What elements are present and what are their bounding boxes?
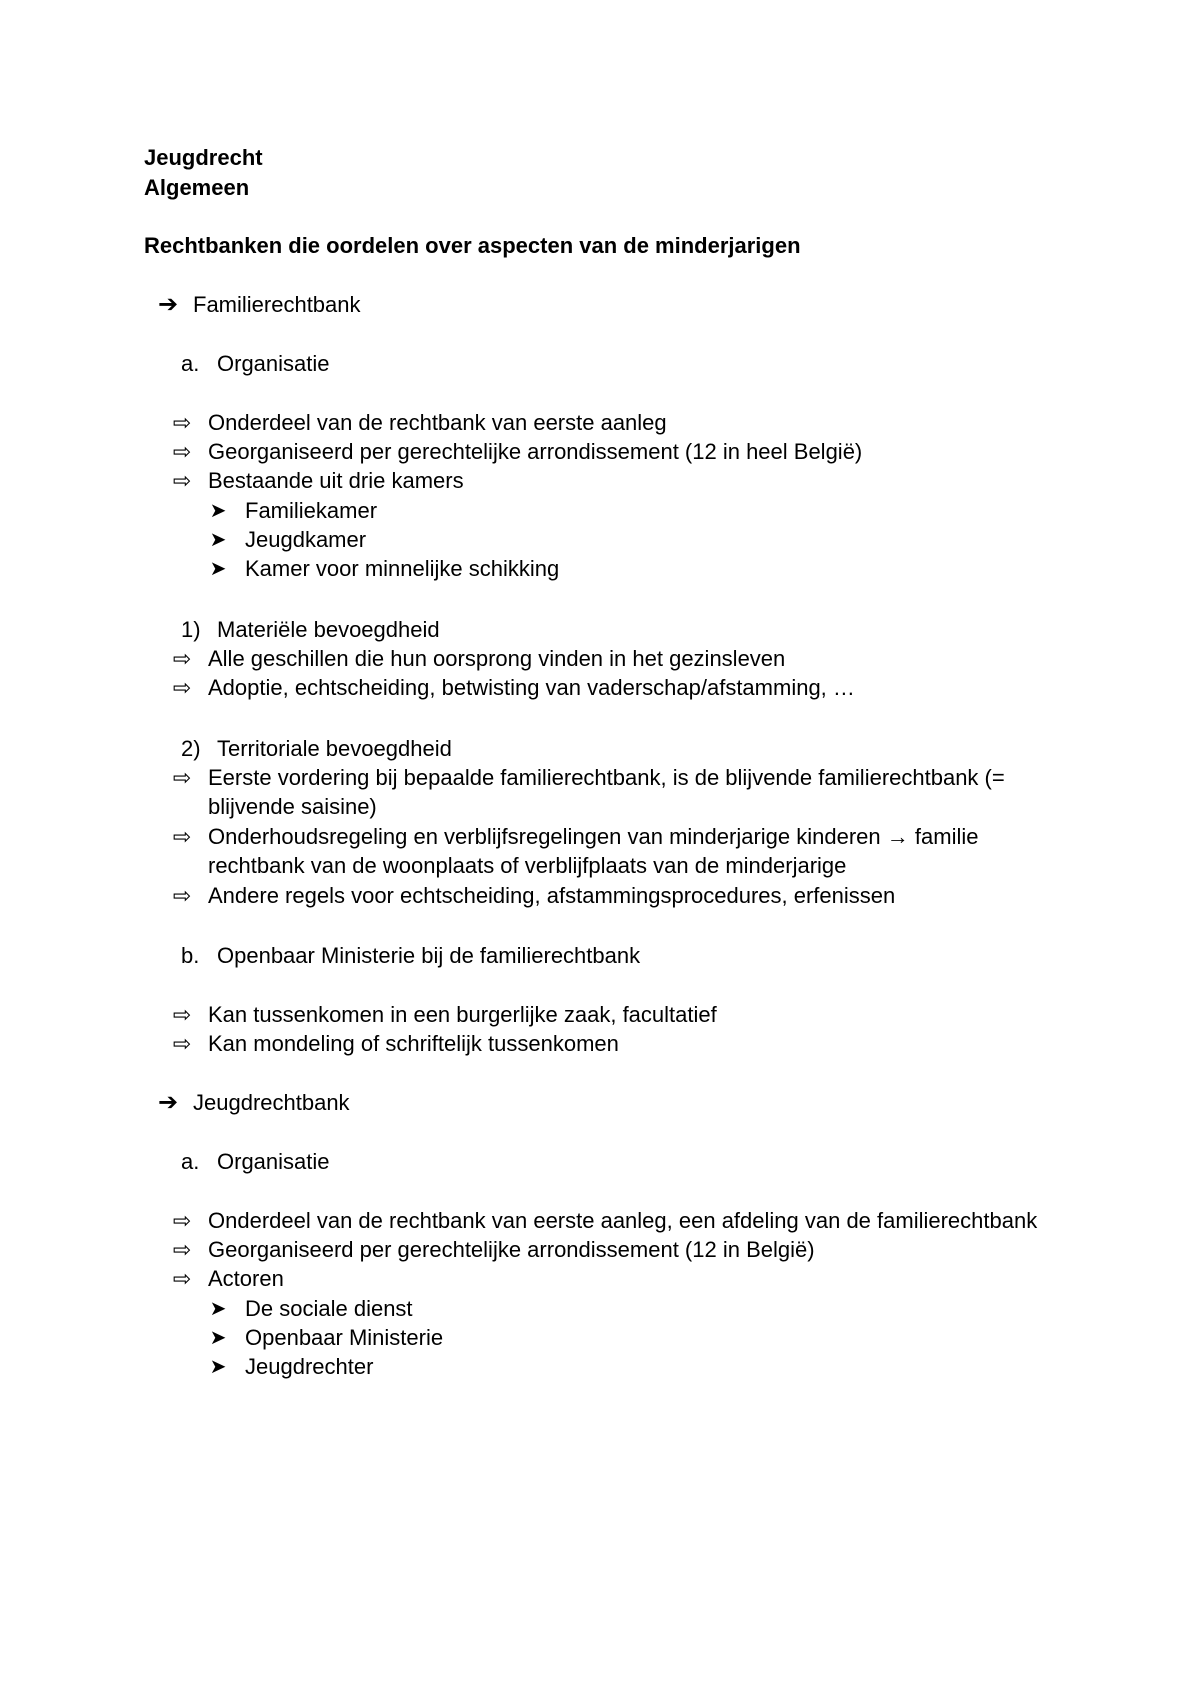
- outline-right-arrow-icon: ⇨: [172, 1237, 192, 1262]
- sub-list-item: De sociale dienst: [245, 1296, 413, 1321]
- list-item: Georganiseerd per gerechtelijke arrondissement (12 in België): [208, 1237, 815, 1262]
- chevron-right-icon: ➤: [209, 529, 227, 551]
- list-item-text: familie: [914, 824, 979, 849]
- outline-right-arrow-icon: ⇨: [172, 1208, 192, 1233]
- list-marker-1: 1): [181, 617, 201, 642]
- list-item: Bestaande uit drie kamers: [208, 468, 464, 493]
- list-item-text: Onderhoudsregeling en verblijfsregelingen van minderjarige kinderen: [208, 824, 881, 849]
- list-item-continuation: rechtbank van de woonplaats of verblijfplaats van de minderjarige: [208, 853, 847, 878]
- jeugdrechtbank-heading: Jeugdrechtbank: [193, 1090, 350, 1115]
- sub-list-item: Openbaar Ministerie: [245, 1325, 444, 1350]
- outline-right-arrow-icon: ⇨: [172, 765, 192, 790]
- list-item: Onderdeel van de rechtbank van eerste aanleg: [208, 410, 667, 435]
- sub-list-item: Kamer voor minnelijke schikking: [245, 556, 560, 581]
- inline-right-arrow-icon: →: [886, 824, 909, 849]
- chevron-right-icon: ➤: [209, 558, 227, 580]
- outline-right-arrow-icon: ⇨: [172, 439, 192, 464]
- list-marker-2: 2): [181, 736, 201, 761]
- list-item: Alle geschillen die hun oorsprong vinden in het gezinsleven: [208, 646, 786, 671]
- document-subtitle: Algemeen: [144, 175, 250, 200]
- sub-list-item: Familiekamer: [245, 498, 378, 523]
- list-item-continuation: blijvende saisine): [208, 794, 377, 819]
- outline-right-arrow-icon: ⇨: [172, 824, 192, 849]
- outline-right-arrow-icon: ⇨: [172, 1002, 192, 1027]
- document-title: Jeugdrecht: [144, 145, 263, 170]
- list-item: Adoptie, echtscheiding, betwisting van vaderschap/afstamming, …: [208, 675, 855, 700]
- chevron-right-icon: ➤: [209, 1356, 227, 1378]
- solid-right-arrow-icon: ➔: [158, 291, 179, 318]
- materiele-bevoegdheid-title: Materiële bevoegdheid: [217, 617, 440, 642]
- list-item: Andere regels voor echtscheiding, afstammingsprocedures, erfenissen: [208, 883, 896, 908]
- sub-list-item: Jeugdkamer: [245, 527, 367, 552]
- list-marker-b: b.: [181, 943, 200, 968]
- chevron-right-icon: ➤: [209, 500, 227, 522]
- outline-right-arrow-icon: ⇨: [172, 646, 192, 671]
- list-marker-a: a.: [181, 1149, 200, 1174]
- list-item: Eerste vordering bij bepaalde familierechtbank, is de blijvende familierechtbank (=: [208, 765, 1005, 790]
- outline-right-arrow-icon: ⇨: [172, 883, 192, 908]
- outline-right-arrow-icon: ⇨: [172, 468, 192, 493]
- list-item: Georganiseerd per gerechtelijke arrondissement (12 in heel België): [208, 439, 863, 464]
- familierechtbank-heading: Familierechtbank: [193, 292, 361, 317]
- section-heading: Rechtbanken die oordelen over aspecten van de minderjarigen: [144, 233, 801, 258]
- list-item: Actoren: [208, 1266, 284, 1291]
- familie-organisatie-title: Organisatie: [217, 351, 330, 376]
- sub-list-item: Jeugdrechter: [245, 1354, 374, 1379]
- jeugd-organisatie-title: Organisatie: [217, 1149, 330, 1174]
- openbaar-ministerie-title: Openbaar Ministerie bij de familierechtbank: [217, 943, 641, 968]
- outline-right-arrow-icon: ⇨: [172, 1031, 192, 1056]
- list-item: Kan mondeling of schriftelijk tussenkomen: [208, 1031, 619, 1056]
- list-marker-a: a.: [181, 351, 200, 376]
- list-item: [208, 823, 978, 851]
- outline-right-arrow-icon: ⇨: [172, 410, 192, 435]
- chevron-right-icon: ➤: [209, 1298, 227, 1320]
- solid-right-arrow-icon: ➔: [158, 1089, 179, 1116]
- list-item: Onderdeel van de rechtbank van eerste aanleg, een afdeling van de familierechtbank: [208, 1208, 1038, 1233]
- list-item: Kan tussenkomen in een burgerlijke zaak, facultatief: [208, 1002, 717, 1027]
- outline-right-arrow-icon: ⇨: [172, 675, 192, 700]
- territoriale-bevoegdheid-title: Territoriale bevoegdheid: [217, 736, 452, 761]
- chevron-right-icon: ➤: [209, 1327, 227, 1349]
- outline-right-arrow-icon: ⇨: [172, 1266, 192, 1291]
